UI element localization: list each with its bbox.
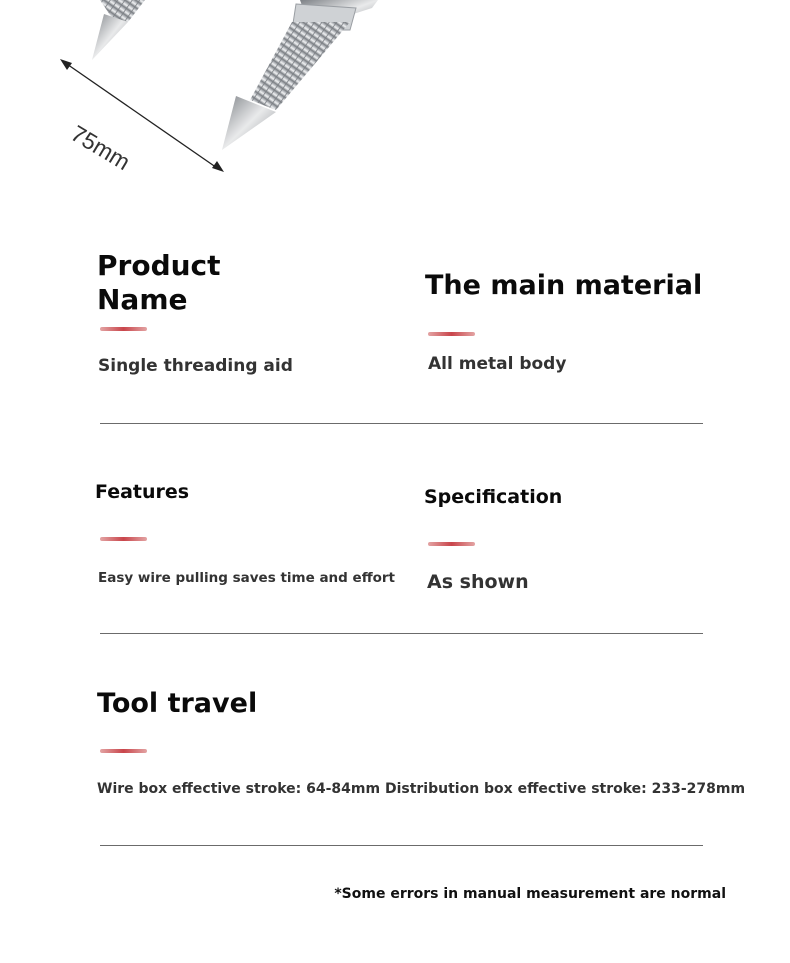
specification-accent-bar bbox=[428, 542, 475, 546]
threading-aid-tool-icon bbox=[0, 0, 420, 185]
right-tool bbox=[222, 0, 378, 150]
dimension-arrow bbox=[60, 59, 224, 172]
left-tool bbox=[92, 0, 145, 60]
features-value: Easy wire pulling saves time and effort bbox=[98, 570, 396, 586]
features-accent-bar bbox=[100, 537, 147, 541]
divider-2 bbox=[100, 633, 703, 634]
main-material-value: All metal body bbox=[428, 354, 567, 374]
product-name-title-line2: Name bbox=[97, 282, 188, 316]
divider-1 bbox=[100, 423, 703, 424]
divider-3 bbox=[100, 845, 703, 846]
product-name-value: Single threading aid bbox=[98, 356, 293, 376]
product-name-accent-bar bbox=[100, 327, 147, 331]
specification-value: As shown bbox=[427, 571, 529, 593]
main-material-title: The main material bbox=[425, 270, 703, 301]
measurement-note: *Some errors in manual measurement are normal bbox=[334, 886, 726, 902]
tool-travel-title: Tool travel bbox=[97, 688, 258, 719]
main-material-accent-bar bbox=[428, 332, 475, 336]
product-name-title bbox=[97, 249, 221, 316]
product-image bbox=[0, 0, 420, 185]
product-name-title-line1: Product bbox=[97, 249, 221, 282]
tool-travel-value: Wire box effective stroke: 64-84mm Distribution box effective stroke: 233-278mm bbox=[97, 781, 746, 797]
dimension-label: 75mm bbox=[66, 120, 135, 176]
tool-travel-accent-bar bbox=[100, 749, 147, 753]
specification-title: Specification bbox=[424, 486, 563, 508]
features-title: Features bbox=[95, 481, 190, 503]
